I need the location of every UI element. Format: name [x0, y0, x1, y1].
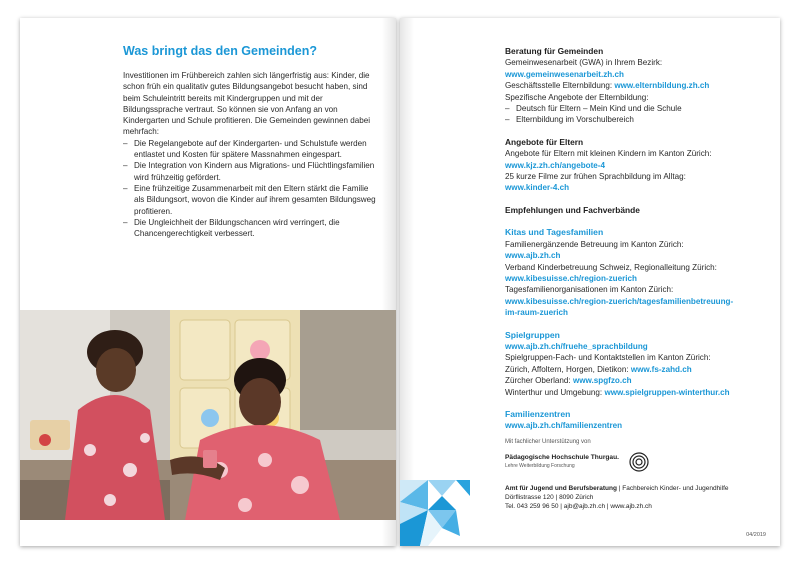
- list-item: – Die Regelangebote auf der Kindergarten- und Schulstufe werden entlastet und Kosten für spätere Massnahmen eingespart.: [123, 138, 377, 161]
- intro-paragraph: Investitionen im Frühbereich zahlen sich längerfristig aus: Kinder, die schon früh ein qualitativ gutes Bildungsangebot besucht haben, sind beim Schuleintritt bereits mit Kindergruppen und mit der Bildungssprache vertraut. So können sie von Anfang an von Kindergarten und Schule profitieren. Die Gemeinden gewinnen dabei mehrfach:: [123, 71, 371, 137]
- text-line: [505, 364, 770, 375]
- spiral-icon: [629, 452, 649, 472]
- list-item: – Die Ungleichheit der Bildungschancen wird verringert, die Chancengerechtigkeit verbessert.: [123, 217, 377, 240]
- text-segment: Zürich, Affoltern, Horgen, Dietikon:: [505, 364, 631, 374]
- heading-familienzentren: Familienzentren: [505, 408, 571, 419]
- phtg-logo: [505, 452, 770, 472]
- ajb-address: Dörflistrasse 120 | 8090 Zürich: [505, 493, 594, 501]
- link-tagesfamilien[interactable]: www.kibesuisse.ch/region-zuerich/tagesfamilienbetreuung-: [505, 296, 734, 306]
- ajb-contact-block: [505, 484, 770, 511]
- mother-child-photo: [20, 310, 396, 520]
- page-gutter-shadow: [400, 18, 414, 546]
- heading-beratung: Beratung für Gemeinden: [505, 46, 604, 56]
- heading-eltern: Angebote für Eltern: [505, 136, 584, 147]
- phtg-subtitle: Lehre Weiterbildung Forschung: [505, 462, 575, 469]
- link-elternbildung[interactable]: www.elternbildung.zh.ch: [614, 81, 710, 91]
- list-item: – Elternbildung im Vorschulbereich: [505, 114, 770, 125]
- list-item: – Deutsch für Eltern – Mein Kind und die Schule: [505, 103, 770, 114]
- link-tagesfamilien-cont[interactable]: im-raum-zuerich: [505, 308, 568, 318]
- heading-spielgruppen: Spielgruppen: [505, 329, 560, 340]
- ajb-name: Amt für Jugend und Berufsberatung: [505, 484, 617, 492]
- link-gemeinwesenarbeit[interactable]: www.gemeinwesenarbeit.zh.ch: [505, 69, 624, 79]
- benefits-list: [123, 138, 377, 240]
- left-page-text: [123, 44, 377, 239]
- right-page-text: [505, 46, 770, 511]
- link-ajb[interactable]: www.ajb.zh.ch: [505, 251, 561, 261]
- text-line: 25 kurze Filme zur frühen Sprachbildung im Alltag:: [505, 172, 686, 182]
- text-line: Spezifische Angebote der Elternbildung:: [505, 92, 649, 102]
- text-segment: Zürcher Oberland:: [505, 376, 573, 386]
- link-kjz[interactable]: www.kjz.zh.ch/angebote-4: [505, 160, 605, 170]
- text-segment: Winterthur und Umgebung:: [505, 387, 605, 397]
- link-familienzentren[interactable]: www.ajb.zh.ch/familienzentren: [505, 421, 623, 431]
- text-line: [505, 387, 770, 398]
- text-line: Verband Kinderbetreuung Schweiz, Regionalleitung Zürich:: [505, 262, 717, 272]
- list-item: – Eine frühzeitige Zusammenarbeit mit den Eltern stärkt die Familie als Bildungsort, wovon die Kinder auf ihrem gesamten Bildungsweg profitieren.: [123, 183, 377, 217]
- list-item: – Die Integration von Kindern aus Migrations- und Flüchtlingsfamilien wird frühzeitig gefördert.: [123, 160, 377, 183]
- section-title: Was bringt das den Gemeinden?: [123, 44, 318, 58]
- link-spgfzo[interactable]: www.spgfzo.ch: [572, 376, 632, 386]
- ajb-department: | Fachbereich Kinder- und Jugendhilfe: [616, 484, 729, 492]
- link-spielgruppen-winterthur[interactable]: www.spielgruppen-winterthur.ch: [604, 387, 730, 397]
- text-line: Tagesfamilienorganisationen im Kanton Zürich:: [505, 285, 674, 295]
- text-segment: Geschäftsstelle Elternbildung:: [505, 81, 615, 91]
- link-fruehe-sprachbildung[interactable]: www.ajb.zh.ch/fruehe_sprachbildung: [505, 341, 648, 351]
- right-page: [400, 18, 780, 546]
- ajb-contact: Tel. 043 259 96 50 | ajb@ajb.zh.ch | www.ajb.zh.ch: [505, 502, 652, 510]
- photo-illustration: [20, 310, 396, 520]
- text-line: Spielgruppen-Fach- und Kontaktstellen im Kanton Zürich:: [505, 353, 711, 363]
- link-kinder-4[interactable]: www.kinder-4.ch: [505, 183, 570, 193]
- text-line: Gemeinwesenarbeit (GWA) in Ihrem Bezirk:: [505, 58, 663, 68]
- left-page: [20, 18, 396, 546]
- text-line: [505, 80, 770, 91]
- link-fs-zahd[interactable]: www.fs-zahd.ch: [630, 364, 692, 374]
- publication-date: 04/2019: [746, 532, 766, 538]
- heading-kitas: Kitas und Tagesfamilien: [505, 227, 604, 238]
- text-line: Familienergänzende Betreuung im Kanton Zürich:: [505, 239, 684, 249]
- phtg-name: Pädagogische Hochschule Thurgau.: [505, 453, 619, 461]
- link-kibesuisse[interactable]: www.kibesuisse.ch/region-zuerich: [505, 273, 637, 283]
- support-note: Mit fachlicher Unterstützung von: [505, 438, 591, 445]
- triangle-pattern-graphic: [400, 480, 480, 546]
- heading-empfehlungen: Empfehlungen und Fachverbände: [505, 204, 640, 215]
- text-line: Angebote für Eltern mit kleinen Kindern im Kanton Zürich:: [505, 149, 712, 159]
- text-line: [505, 375, 770, 386]
